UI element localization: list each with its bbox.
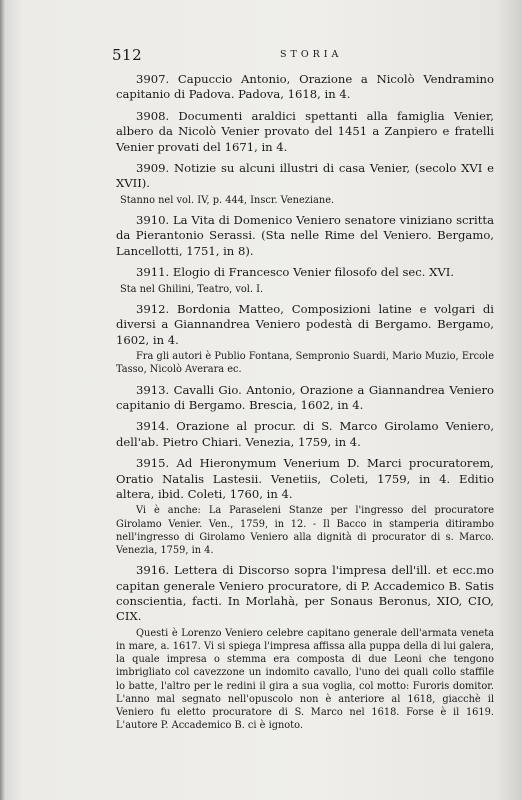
entry-text: 3916. Lettera di Discorso sopra l'impresa dell'ill. et ecc.mo capitan generale Veniero procuratore, di P. Accademico B. Satis conscientia, facti. In Morlahà, per Sonaus Beronus, XIO, CIO, CIX. <box>116 563 494 624</box>
entry-text: 3909. Notizie su alcuni illustri di casa Venier, (secolo XVI e XVII). <box>116 161 494 191</box>
entry-text: 3915. Ad Hieronymum Venerium D. Marci procuratorem, Oratio Natalis Lastesii. Venetiis, Coleti, 1759, in 4. Editio altera, ibid. Coleti, 1760, in 4. <box>116 456 494 501</box>
entry-3916 <box>116 563 494 732</box>
entry-text: 3914. Orazione al procur. di S. Marco Girolamo Veniero, dell'ab. Pietro Chiari. Venezia, 1759, in 4. <box>116 419 494 449</box>
entry-3910 <box>116 213 494 259</box>
entry-text: 3912. Bordonia Matteo, Composizioni latine e volgari di diversi a Giannandrea Veniero podestà di Bergamo. Bergamo, 1602, in 4. <box>116 301 494 347</box>
entry-note: Stanno nel vol. IV, p. 444, Inscr. Veneziane. <box>120 194 335 206</box>
entry-text: 3913. Cavalli Gio. Antonio, Orazione a Giannandrea Veniero capitanio di Bergamo. Brescia, 1602, in 4. <box>116 382 494 412</box>
entry-text: 3907. Capuccio Antonio, Orazione a Nicolò Vendramino capitanio di Padova. Padova, 1618, in 4. <box>116 72 494 102</box>
entry-3913 <box>116 383 494 414</box>
entry-3915 <box>116 456 494 557</box>
entry-3914 <box>116 419 494 450</box>
bibliography-list <box>116 72 494 738</box>
entry-3908 <box>116 109 494 155</box>
entry-note: Vi è anche: La Paraseleni Stanze per l'ingresso del procuratore Girolamo Venier. Ven., 1759, in 12. - Il Bacco in stamperia ditirambo nell'ingresso di Girolamo Veniero alla dignità di procurator di s. Marco. Venezia, 1759, in 4. <box>116 505 494 556</box>
entry-text: 3910. La Vita di Domenico Veniero senatore viniziano scritta da Pierantonio Serassi. (Sta nelle Rime del Veniero. Bergamo, Lancellotti, 1751, in 8). <box>116 213 494 258</box>
entry-3911 <box>116 265 494 296</box>
entry-note: Questi è Lorenzo Veniero celebre capitano generale dell'armata veneta in mare, a. 1617. Vi si spiega l'impresa affissa alla puppa della di lui galera, la quale impresa o stemma era composta di due Leoni che tengono imbrigliato col cavezzone un indomito cavallo, l'uno dei quali collo staffile lo batte, l'altro per le redini il gira a sua voglia, col motto: Furoris domitor. L'anno mal segnato nell'opuscolo non è anteriore al 1618, giacchè il Veniero fu eletto procuratore di S. Marco nel 1618. Forse è il 1619. L'autore P. Accademico B. ci è ignoto. <box>116 627 494 732</box>
entry-note: Fra gli autori è Publio Fontana, Sempronio Suardi, Mario Muzio, Ercole Tasso, Nicolò Averara ec. <box>116 351 494 376</box>
entry-3912 <box>116 302 494 377</box>
entry-3909 <box>116 161 494 207</box>
entry-note: Sta nel Ghilini, Teatro, vol. I. <box>120 283 264 295</box>
running-title: STORIA <box>280 49 343 60</box>
entry-text: 3911. Elogio di Francesco Venier filosofo del sec. XVI. <box>136 265 455 280</box>
entry-3907 <box>116 72 494 103</box>
entry-text: 3908. Documenti araldici spettanti alla famiglia Venier, albero da Nicolò Venier provato del 1451 a Zanpiero e fratelli Venier provati del 1671, in 4. <box>116 108 494 154</box>
page-header <box>112 46 494 64</box>
page-number: 512 <box>112 46 143 64</box>
